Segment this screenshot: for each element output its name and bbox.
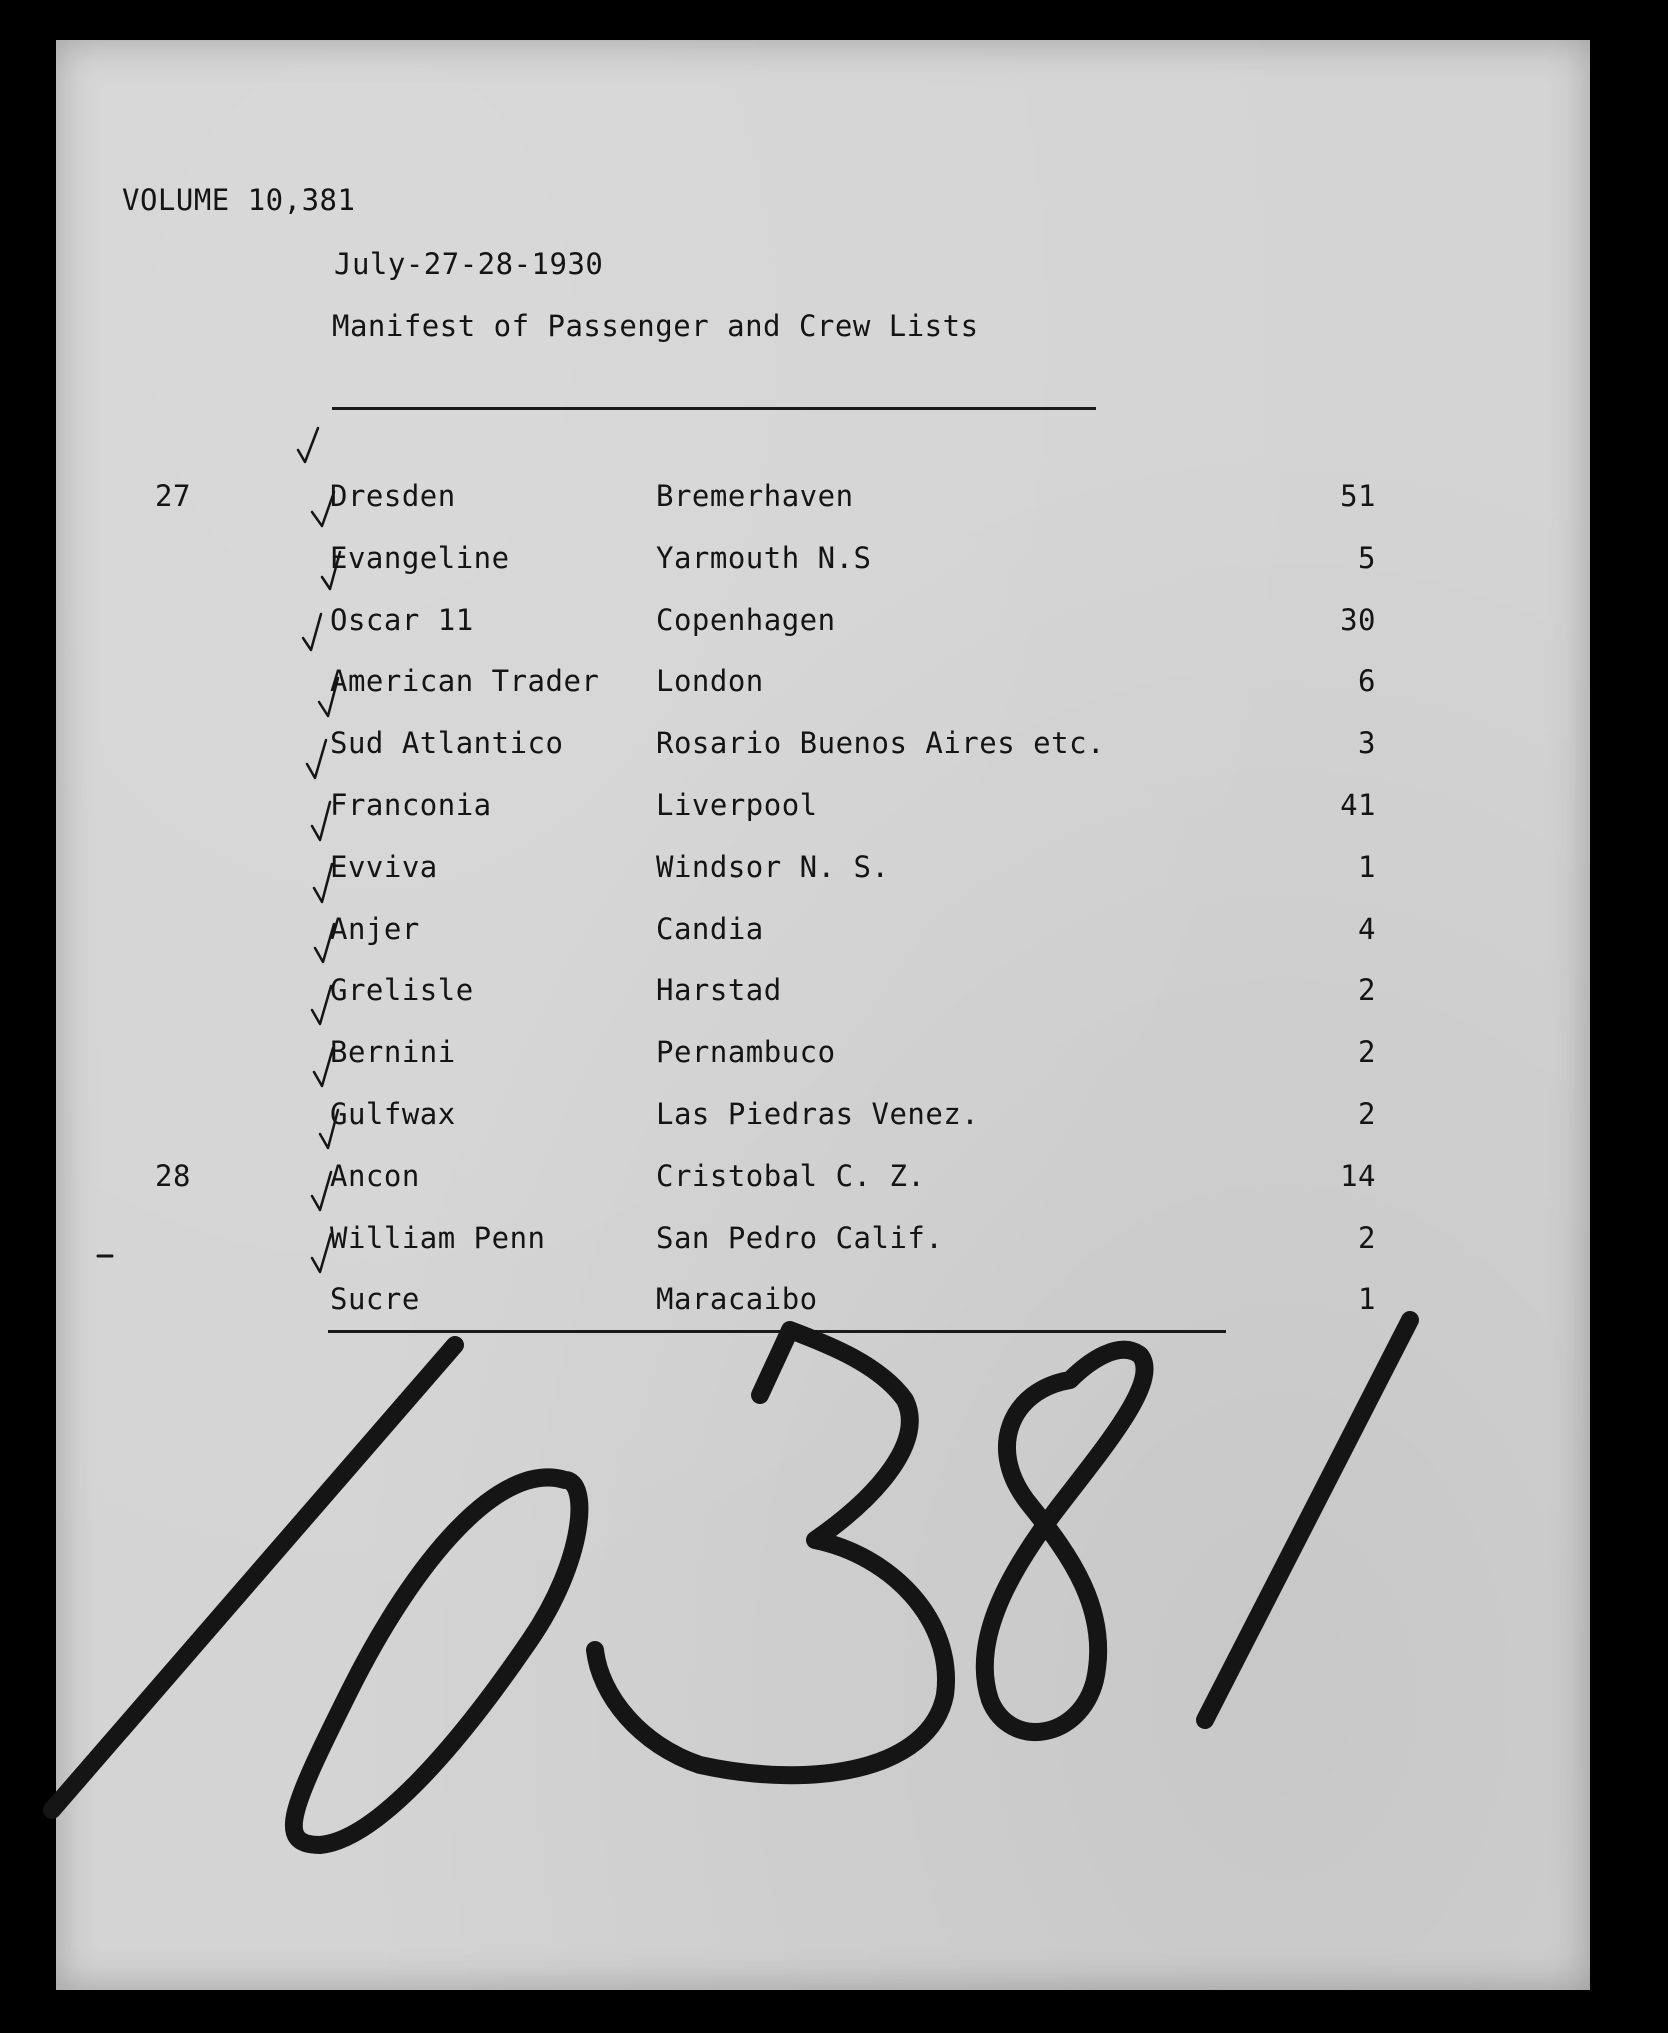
- passenger-count: 51: [1340, 479, 1376, 513]
- port-of-departure: London: [656, 664, 764, 698]
- vessel-name: Franconia: [330, 788, 492, 822]
- vessel-name: Oscar 11: [330, 603, 474, 637]
- vessel-name: American Trader: [330, 664, 600, 698]
- top-rule: [332, 407, 1096, 410]
- vessel-name: Gulfwax: [330, 1097, 456, 1131]
- entry-day: 27: [155, 479, 191, 513]
- passenger-count: 4: [1358, 912, 1376, 946]
- passenger-count: 30: [1340, 603, 1376, 637]
- vessel-name: Sucre: [330, 1282, 420, 1316]
- port-of-departure: Pernambuco: [656, 1035, 836, 1069]
- passenger-count: 2: [1358, 1035, 1376, 1069]
- port-of-departure: Las Piedras Venez.: [656, 1097, 980, 1131]
- port-of-departure: Windsor N. S.: [656, 850, 890, 884]
- passenger-count: 2: [1358, 1221, 1376, 1255]
- port-of-departure: Rosario Buenos Aires etc.: [656, 726, 1105, 760]
- vessel-name: Bernini: [330, 1035, 456, 1069]
- vessel-name: William Penn: [330, 1221, 546, 1255]
- bottom-rule: [328, 1330, 1226, 1333]
- passenger-count: 41: [1340, 788, 1376, 822]
- vessel-name: Evangeline: [330, 541, 510, 575]
- document-title: Manifest of Passenger and Crew Lists: [332, 309, 979, 343]
- vessel-name: Sud Atlantico: [330, 726, 564, 760]
- vessel-name: Evviva: [330, 850, 438, 884]
- passenger-count: 3: [1358, 726, 1376, 760]
- port-of-departure: Yarmouth N.S: [656, 541, 872, 575]
- entry-day: 28: [155, 1159, 191, 1193]
- volume-heading: VOLUME 10,381: [122, 183, 356, 217]
- port-of-departure: San Pedro Calif.: [656, 1221, 944, 1255]
- vessel-name: Ancon: [330, 1159, 420, 1193]
- passenger-count: 2: [1358, 1097, 1376, 1131]
- port-of-departure: Maracaibo: [656, 1282, 818, 1316]
- date-line: July-27-28-1930: [334, 247, 604, 281]
- passenger-count: 1: [1358, 1282, 1376, 1316]
- port-of-departure: Bremerhaven: [656, 479, 854, 513]
- port-of-departure: Harstad: [656, 973, 782, 1007]
- port-of-departure: Liverpool: [656, 788, 818, 822]
- vessel-name: Anjer: [330, 912, 420, 946]
- passenger-count: 5: [1358, 541, 1376, 575]
- port-of-departure: Cristobal C. Z.: [656, 1159, 926, 1193]
- document-sheet: [56, 40, 1590, 1990]
- passenger-count: 6: [1358, 664, 1376, 698]
- port-of-departure: Candia: [656, 912, 764, 946]
- vessel-name: Dresden: [330, 479, 456, 513]
- passenger-count: 2: [1358, 973, 1376, 1007]
- vessel-name: Grelisle: [330, 973, 474, 1007]
- passenger-count: 14: [1340, 1159, 1376, 1193]
- passenger-count: 1: [1358, 850, 1376, 884]
- port-of-departure: Copenhagen: [656, 603, 836, 637]
